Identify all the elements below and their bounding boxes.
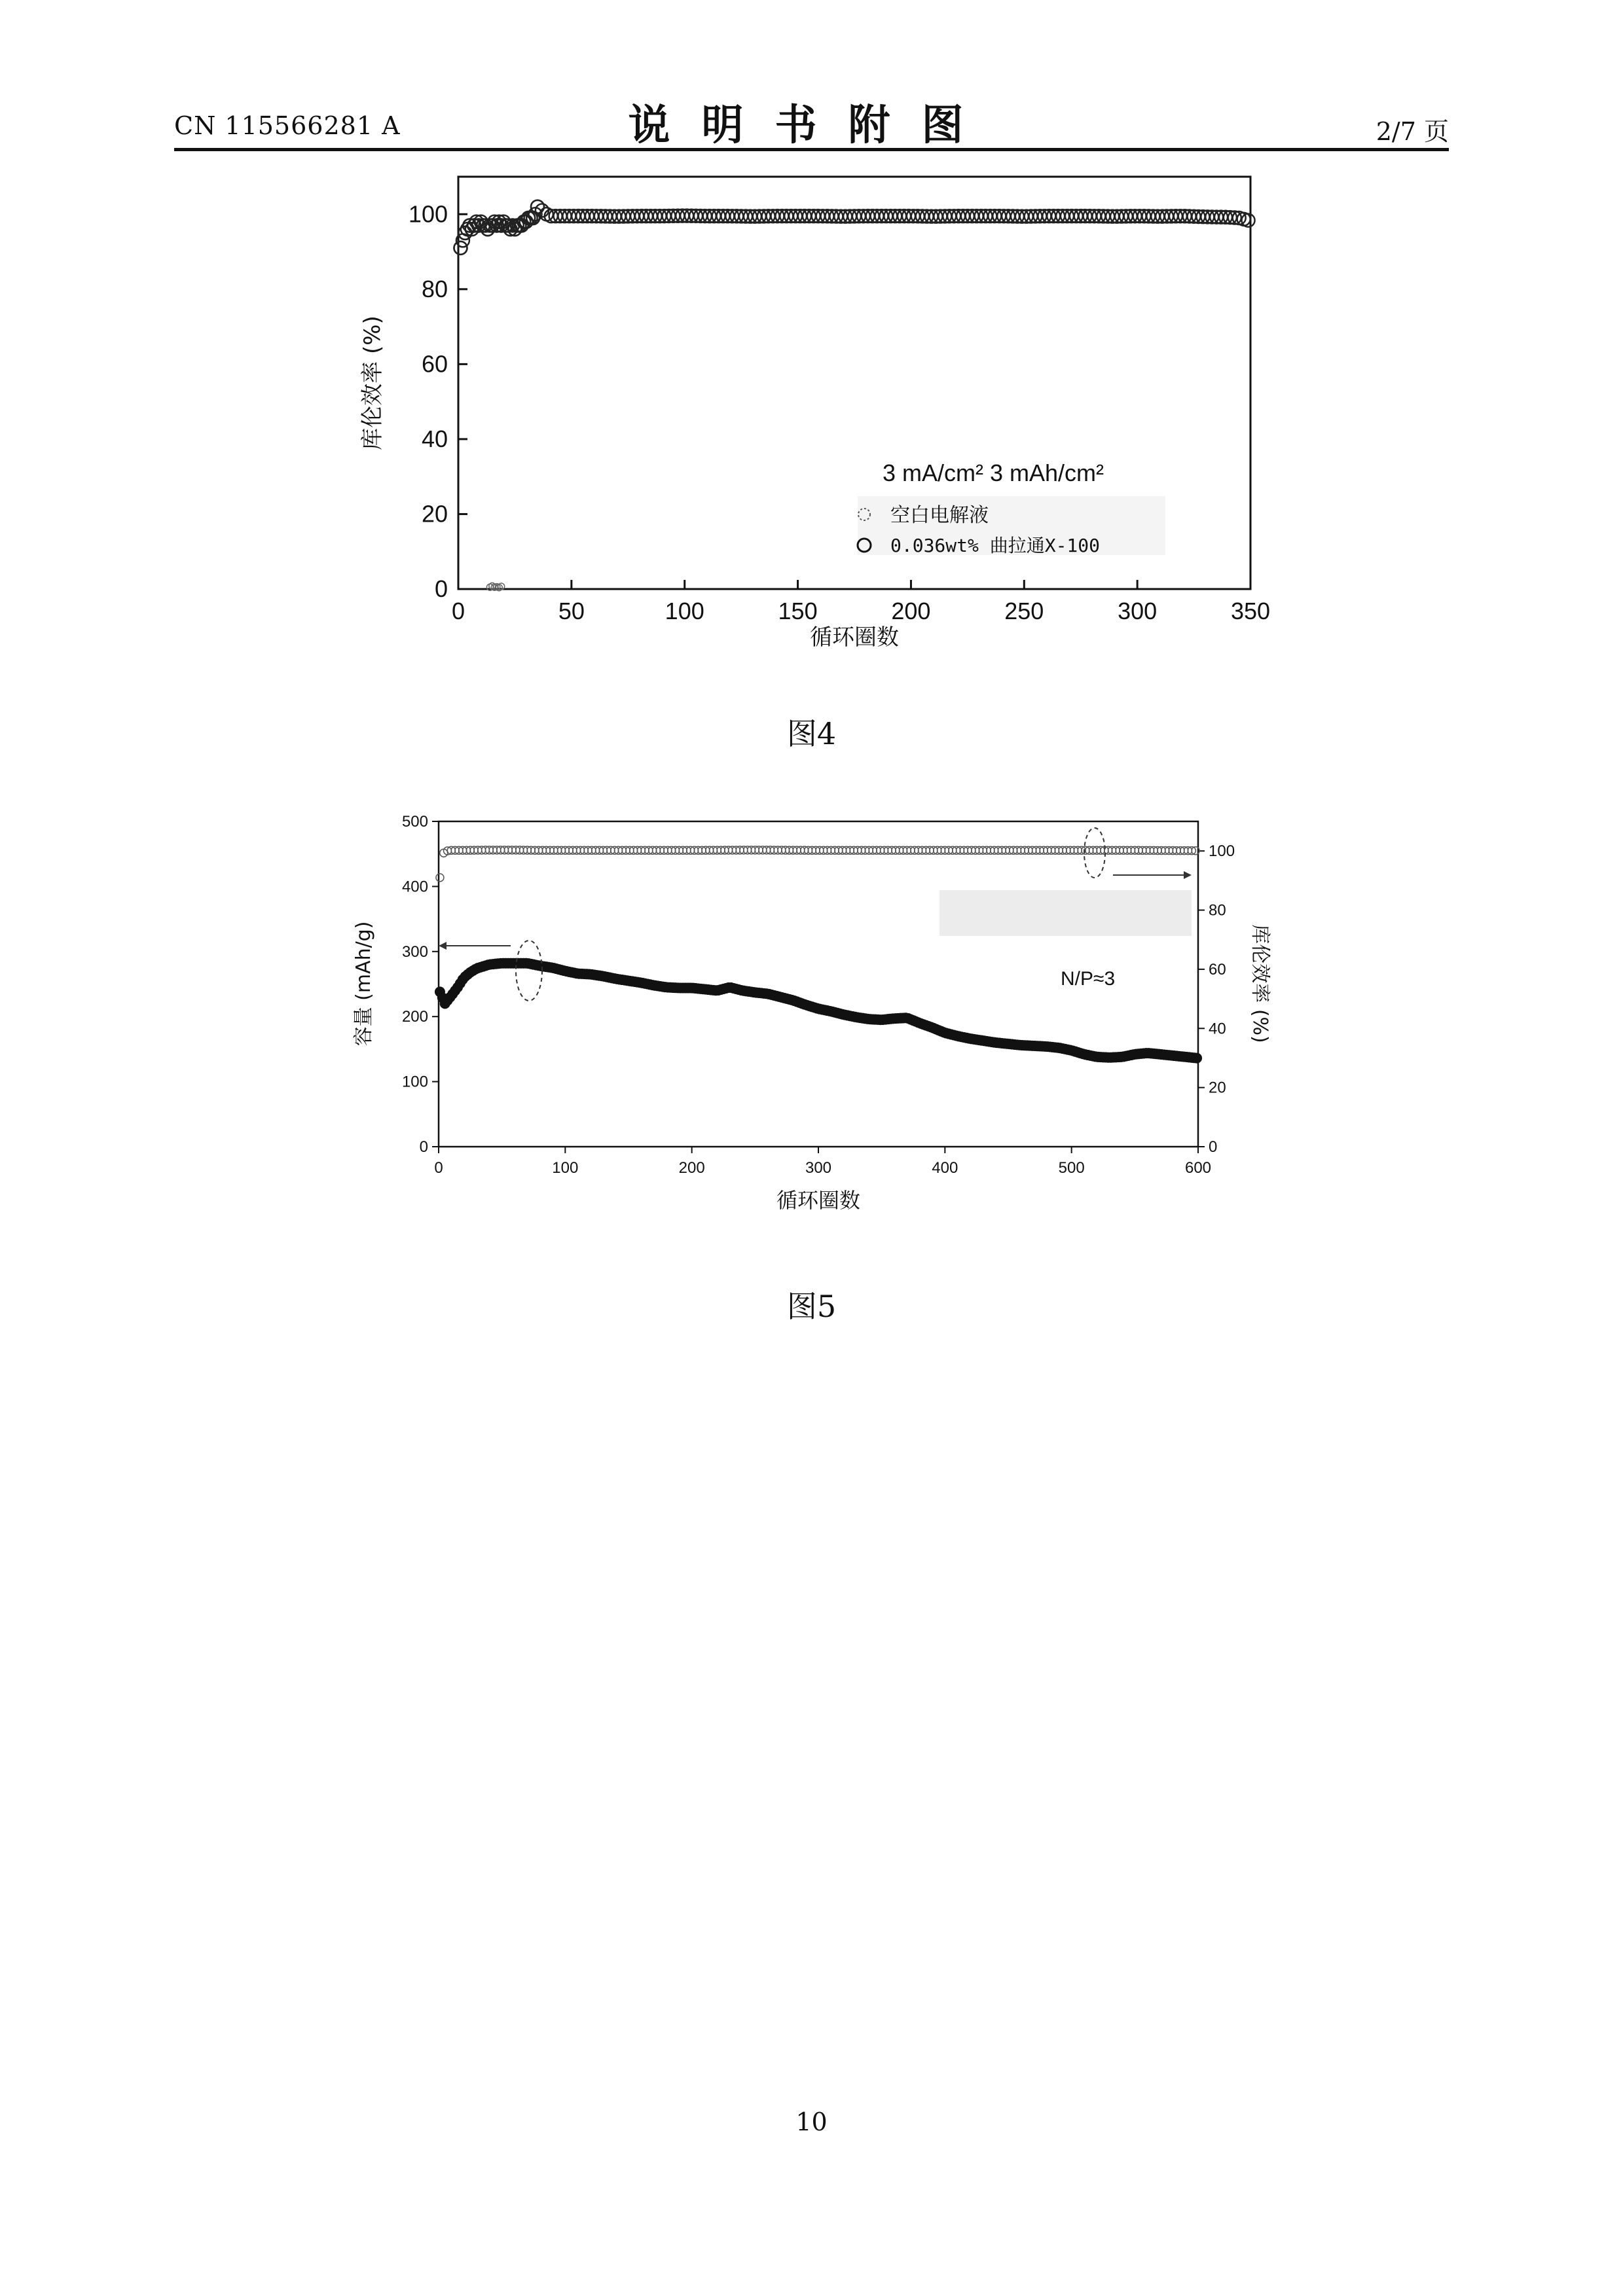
x-tick-label: 200 <box>678 1159 705 1177</box>
header-rule <box>174 148 1449 151</box>
x-tick-label: 500 <box>1058 1159 1085 1177</box>
y-tick-label: 100 <box>401 1073 428 1091</box>
y-tick-label: 60 <box>421 350 448 378</box>
x-tick-label: 100 <box>665 598 704 624</box>
y2-tick-label: 20 <box>1209 1079 1226 1097</box>
y2-tick-label: 60 <box>1209 960 1226 978</box>
y-tick-label: 100 <box>408 200 448 228</box>
legend-label-blank: 空白电解液 <box>890 504 989 527</box>
x-tick-label: 200 <box>891 598 931 624</box>
y2-tick-label: 40 <box>1209 1020 1226 1038</box>
x-tick-label: 400 <box>932 1159 958 1177</box>
legend-label-tritonx: 0.036wt% 曲拉通X-100 <box>890 535 1101 556</box>
x-tick-label: 300 <box>805 1159 832 1177</box>
patent-number: CN 115566281 A <box>174 111 401 140</box>
x-tick-label: 0 <box>434 1159 443 1177</box>
right-arrow-head <box>1184 871 1192 879</box>
x-tick-label: 250 <box>1004 598 1044 624</box>
y2-axis-label: 库伦效率 (%) <box>1249 924 1271 1043</box>
y-axis-label: 库伦效率 (%) <box>359 315 386 450</box>
page-number: 10 <box>795 2108 828 2136</box>
x-tick-label: 0 <box>451 598 465 624</box>
y2-tick-label: 0 <box>1209 1138 1218 1156</box>
redacted-area <box>939 890 1192 936</box>
y-tick-label: 500 <box>401 813 428 831</box>
x-axis-label: 循环圈数 <box>776 1188 861 1213</box>
y-tick-label: 20 <box>421 500 448 528</box>
y-tick-label: 300 <box>401 942 428 961</box>
condition-annotation: 3 mA/cm² 3 mAh/cm² <box>883 459 1104 486</box>
data-point-tritonx <box>454 242 467 255</box>
y-tick-label: 40 <box>421 425 448 452</box>
left-arrow-head <box>439 942 447 950</box>
x-tick-label: 150 <box>778 598 818 624</box>
y2-tick-label: 100 <box>1209 842 1235 861</box>
y-tick-label: 0 <box>419 1138 428 1156</box>
x-tick-label: 100 <box>552 1159 579 1177</box>
y-tick-label: 400 <box>401 878 428 896</box>
figure-5-caption: 图5 <box>786 1289 837 1324</box>
x-axis-label: 循环圈数 <box>810 624 899 651</box>
x-tick-label: 50 <box>558 598 585 624</box>
figure-4-chart <box>347 157 1303 681</box>
np-ratio-annotation: N/P≈3 <box>1061 968 1116 990</box>
x-tick-label: 350 <box>1230 598 1271 624</box>
y-tick-label: 80 <box>421 275 448 302</box>
data-point-efficiency <box>436 874 444 882</box>
page-title: 说明书附图 <box>628 101 995 150</box>
y-axis-label: 容量 (mAh/g) <box>352 921 375 1047</box>
x-tick-label: 600 <box>1184 1159 1212 1177</box>
y-tick-label: 0 <box>434 575 448 602</box>
page-counter: 2/7 页 <box>1376 117 1449 146</box>
x-tick-label: 300 <box>1118 598 1158 624</box>
figure-5-chart <box>347 802 1303 1240</box>
data-point-capacity <box>1192 1053 1202 1064</box>
y2-tick-label: 80 <box>1209 901 1226 920</box>
y-tick-label: 200 <box>401 1008 428 1026</box>
figure-4-caption: 图4 <box>786 716 837 751</box>
